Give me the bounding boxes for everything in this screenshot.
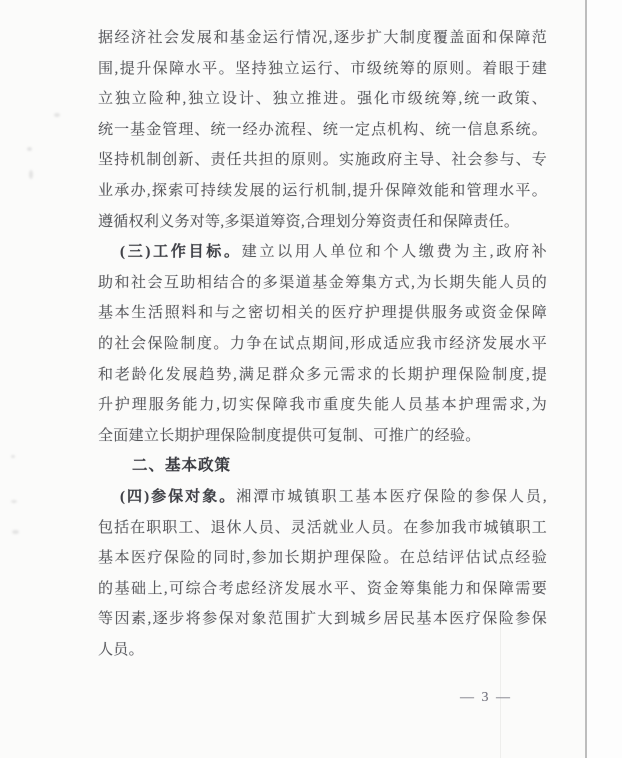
scan-speck (11, 500, 17, 503)
line-text: 遵循权利义务对等,多渠道筹资,合理划分筹资责任和保障责任。 (98, 213, 520, 230)
document-line (98, 176, 547, 207)
document-line (98, 513, 547, 544)
document-line (98, 115, 547, 146)
line-text: 基本医疗保险的同时,参加长期护理保险。在总结评估试点经验 (98, 550, 547, 567)
line-text: 统一基金管理、统一经办流程、统一定点机构、统一信息系统。 (98, 121, 547, 138)
line-text: 业承办,探索可持续发展的运行机制,提升保障效能和管理水平。 (98, 182, 547, 199)
document-line (98, 421, 547, 452)
line-text: 包括在职职工、退休人员、灵活就业人员。在参加我市城镇职工 (98, 519, 547, 536)
document-line (98, 54, 547, 85)
line-text: 和老龄化发展趋势,满足群众多元需求的长期护理保险制度,提 (98, 366, 547, 383)
document-line (98, 635, 547, 666)
document-text-block (98, 23, 547, 665)
document-line (98, 84, 547, 115)
document-line (98, 543, 547, 574)
scan-speck (54, 113, 60, 117)
scan-edge-line (585, 0, 587, 758)
line-text: 坚持机制创新、责任共担的原则。实施政府主导、社会参与、专 (98, 152, 547, 169)
document-line (98, 268, 547, 299)
document-line (98, 604, 547, 635)
line-text: 全面建立长期护理保险制度提供可复制、可推广的经验。 (98, 427, 481, 444)
document-line (98, 360, 547, 391)
line-text: 据经济社会发展和基金运行情况,逐步扩大制度覆盖面和保障范 (98, 30, 547, 46)
section-heading (98, 451, 547, 482)
line-text: 围,提升保障水平。坚持独立运行、市级统筹的原则。着眼于建 (98, 60, 547, 77)
document-line (98, 23, 547, 54)
line-text: 助和社会互助相结合的多渠道基金筹集方式,为长期失能人员的 (98, 274, 547, 291)
heading-text: 二、基本政策 (132, 457, 232, 475)
line-text: 立独立险种,独立设计、独立推进。强化市级统筹,统一政策、 (98, 91, 547, 108)
line-text: 等因素,逐步将参保对象范围扩大到城乡居民基本医疗保险参保 (98, 611, 547, 628)
document-line (98, 329, 547, 360)
document-line (98, 207, 547, 238)
line-text: 湘潭市城镇职工基本医疗保险的参保人员, (236, 488, 547, 505)
line-text: 基本生活照料和与之密切相关的医疗护理提供服务或资金保障 (98, 305, 547, 322)
line-lead-bold: (四)参保对象。 (120, 488, 237, 505)
line-text: 升护理服务能力,切实保障我市重度失能人员基本护理需求,为 (98, 397, 547, 414)
scan-speck (27, 147, 32, 151)
scan-speck (29, 170, 33, 179)
document-line (98, 390, 547, 421)
line-lead-bold: (三)工作目标。 (120, 244, 242, 261)
document-line (98, 145, 547, 176)
line-text: 人员。 (98, 641, 144, 658)
line-text: 的社会保险制度。力争在试点期间,形成适应我市经济发展水平 (98, 335, 547, 352)
document-line (98, 574, 547, 605)
scan-edge-strip (587, 0, 622, 758)
line-text: 建立以用人单位和个人缴费为主,政府补 (241, 244, 547, 261)
scan-speck (11, 455, 15, 458)
document-line (98, 237, 547, 268)
line-text: 的基础上,可综合考虑经济发展水平、资金筹集能力和保障需要 (98, 580, 547, 597)
page-number: — 3 — (460, 690, 512, 705)
document-line (98, 298, 547, 329)
document-line (98, 482, 547, 513)
scan-speck (12, 530, 19, 534)
